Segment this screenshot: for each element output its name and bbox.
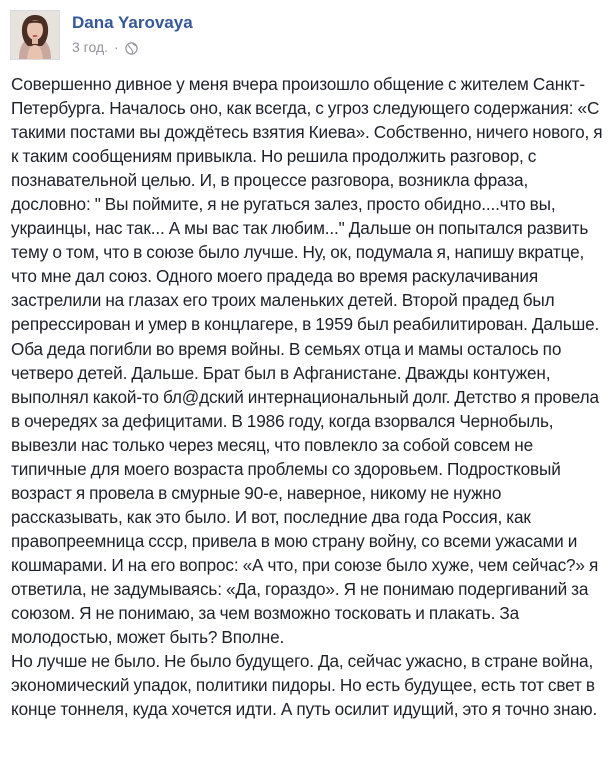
globe-icon[interactable]	[125, 41, 138, 54]
post-header	[10, 10, 193, 62]
post-body	[11, 72, 605, 721]
post-timestamp[interactable]: 3 год.	[72, 39, 109, 55]
post-paragraph: Совершенно дивное у меня вчера произошло общение с жителем Санкт-Петербурга. Началось оно, как всегда, с угроз следующего содержания: «С такими постами вы дождётесь взятия Киева». Собственно, ничего нового, я к таким сообщениям привыкла. Но решила продолжить разговор, с познавательной целью. И, в процессе разговора, возникла фраза, дословно: " Вы поймите, я не ругаться залез, просто обидно....что вы, украинцы, нас так... А мы вас так любим..." Дальше он попытался развить тему о том, что в союзе было лучше. Ну, ок, подумала я, напишу вкратце, что мне дал союз. Одного моего прадеда во время раскулачивания застрелили на глазах его троих маленьких детей. Второй прадед был репрессирован и умер в концлагере, в 1959 был реабилитирован. Дальше. Оба деда погибли во время войны. В семьях отца и мамы осталось по четверо детей. Дальше. Брат был в Афганистане. Дважды контужен, выполнял какой-то бл@дский интернациональный долг. Детство я провела в очередях за дефицитами. В 1986 году, когда взорвался Чернобыль, вывезли нас только через месяц, что повлекло за собой совсем не типичные для моего возраста проблемы со здоровьем. Подростковый возраст я провела в смурные 90-е, наверное, никому не нужно рассказывать, как это было. И вот, последние два года Россия, как правопреемница ссср, привела в мою страну войну, со всеми ужасами и кошмарами. И на его вопрос: «А что, при союзе было хуже, чем сейчас?» я ответила, не задумываясь: «Да, гораздо». Я не понимаю подергиваний за союзом. Я не понимаю, за чем возможно тосковать и плакать. За молодостью, может быть? Вполне.	[11, 74, 603, 648]
meta-separator: ·	[114, 39, 119, 55]
author-name-link[interactable]: Dana Yarovaya	[72, 13, 193, 32]
avatar-photo	[11, 11, 59, 59]
avatar[interactable]	[10, 10, 60, 60]
post-meta	[72, 10, 193, 56]
post-paragraph: Но лучше не было. Не было будущего. Да, сейчас ужасно, в стране война, экономический упадок, политики пидоры. Но есть будущее, есть тот свет в конце тоннеля, куда хочется идти. А путь осилит идущий, это я точно знаю.	[11, 651, 598, 720]
post-meta-row	[72, 38, 193, 56]
